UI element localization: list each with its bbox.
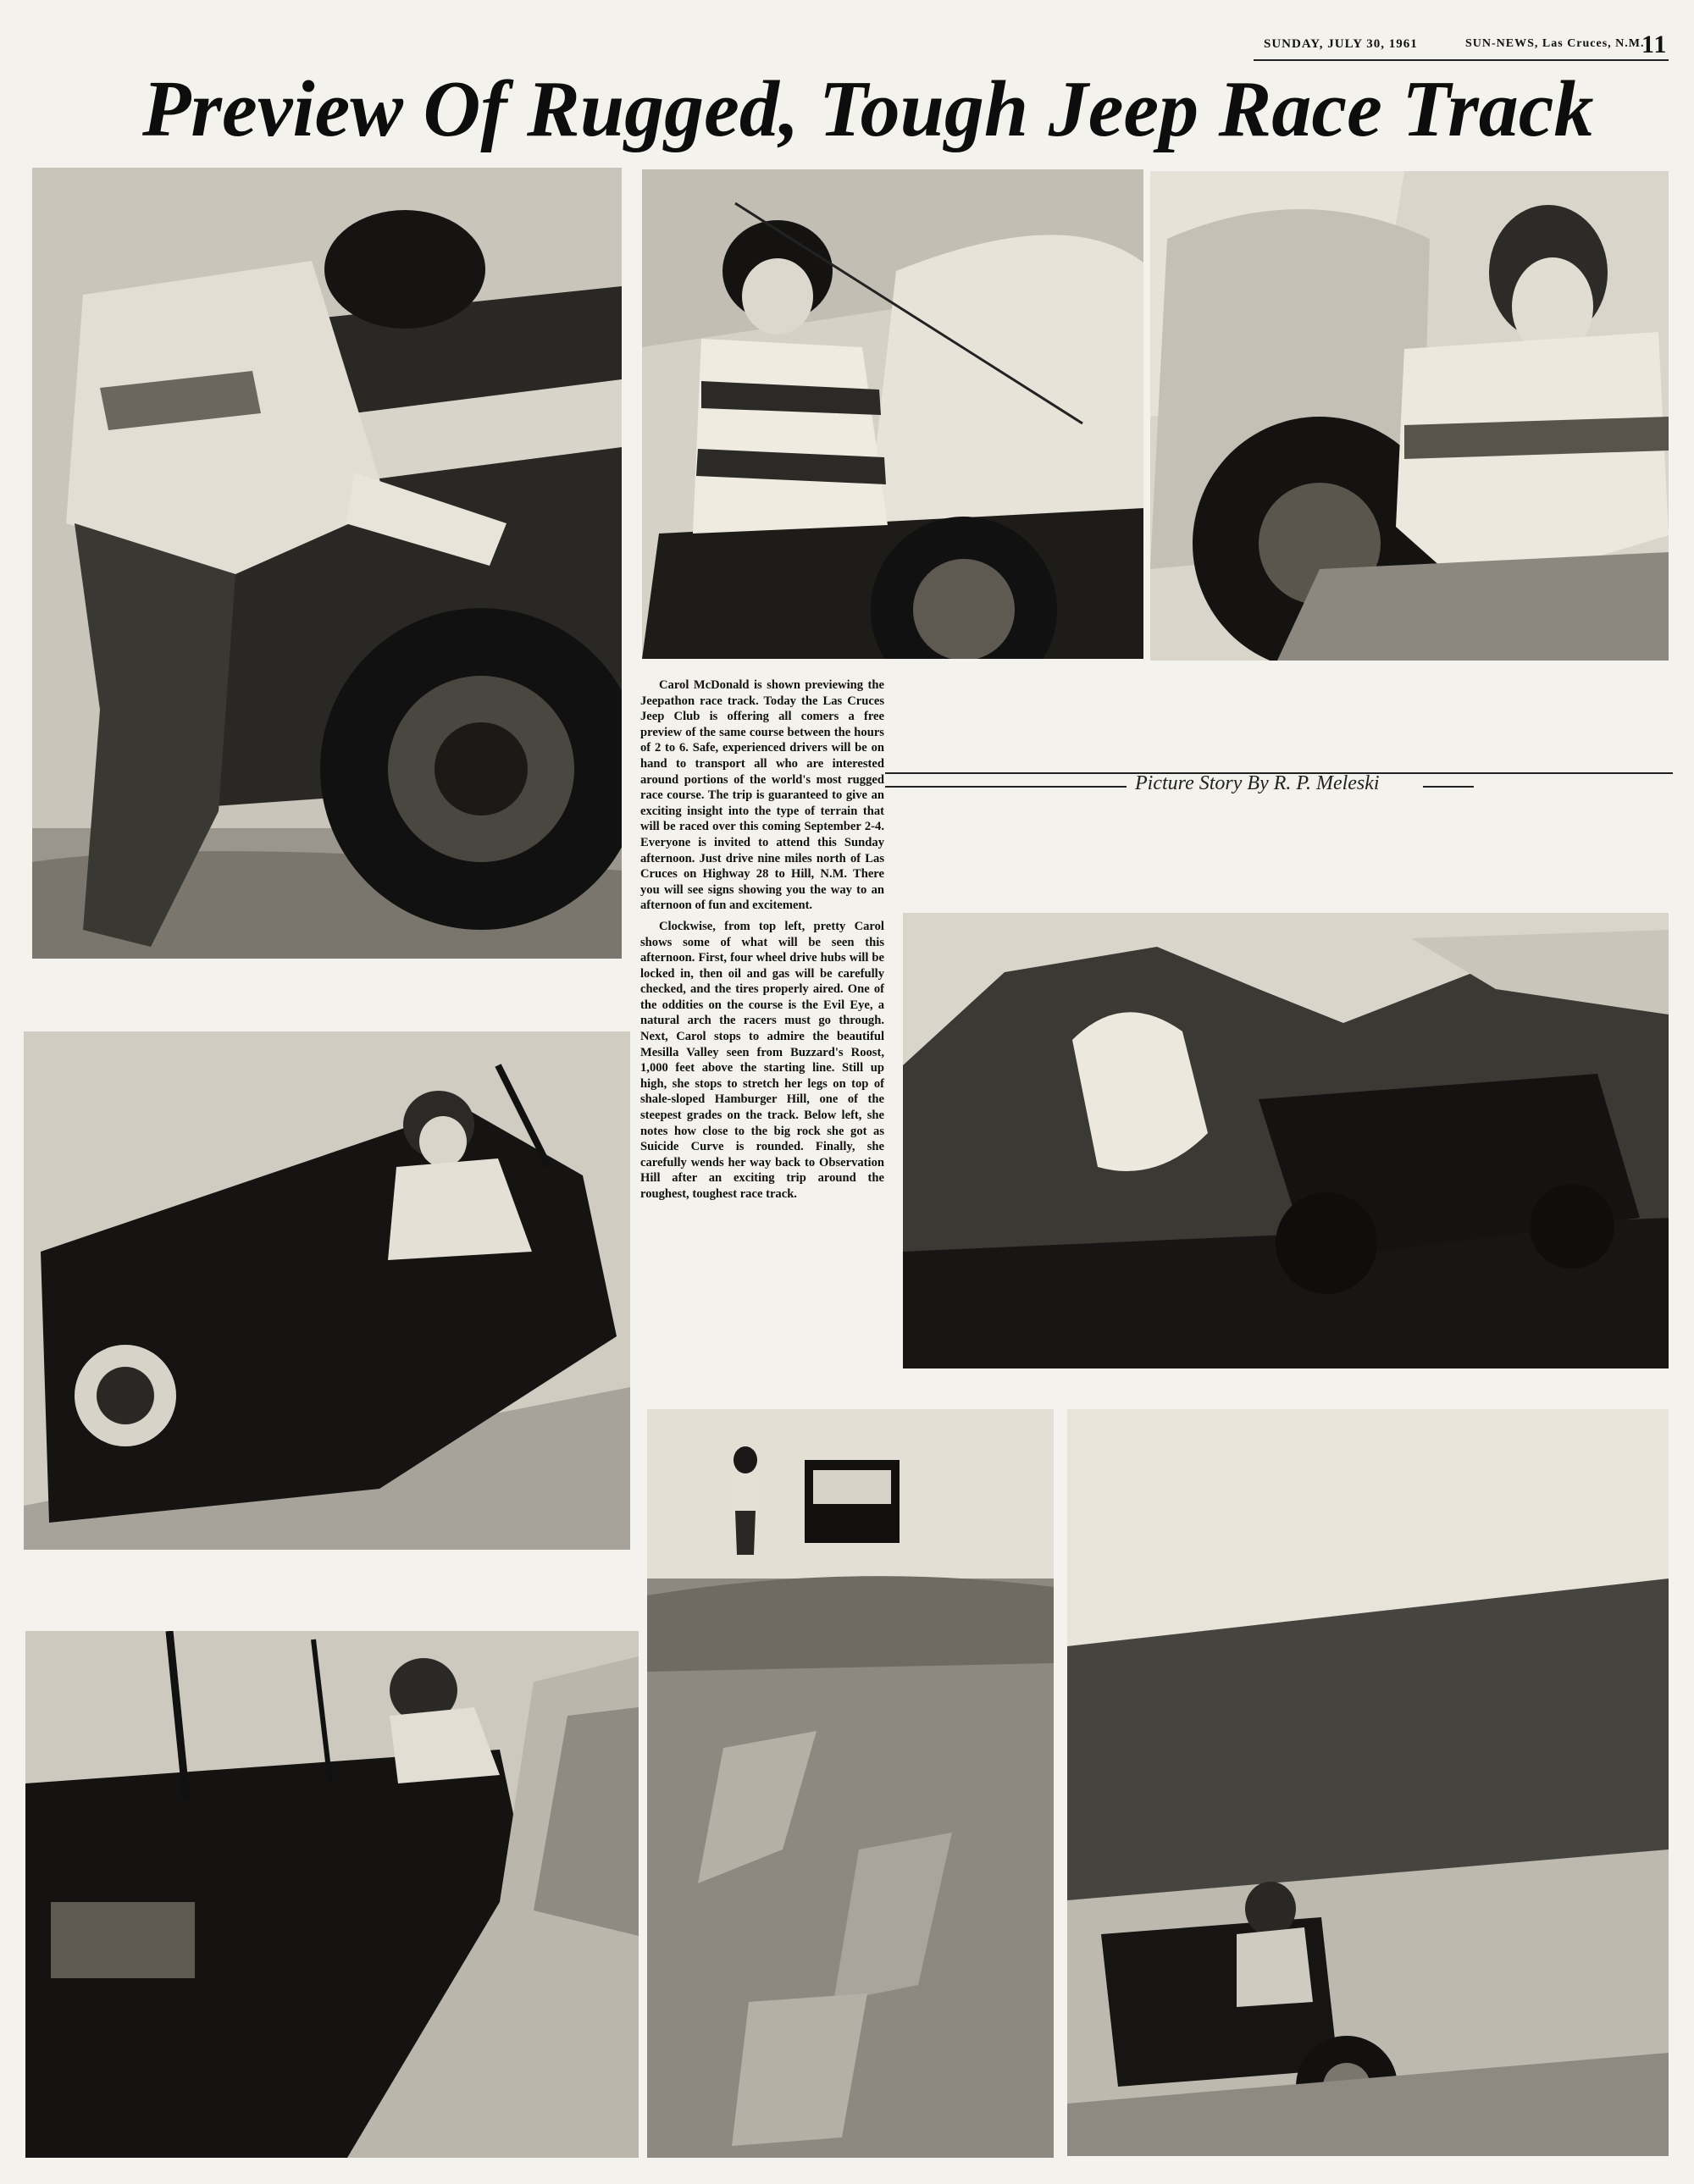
credit-rule-left [885, 786, 1127, 788]
masthead-paper-name: SUN-NEWS, Las Cruces, N.M. [1465, 37, 1645, 50]
photo-hub-check [32, 168, 622, 959]
caption-paragraph-clockwise: Clockwise, from top left, pretty Carol shows some of what will be seen this afternoon. First, four wheel drive hubs will be locked in, then oil and gas will be carefully checked, and the tires properly aired. One of the oddities on the course is the Evil Eye, a natural arch the racers must go through. Next, Carol stops to admire the beautiful Mesilla Valley seen from Buzzard's Roost, 1,000 feet above the starting line. Still up high, she stops to stretch her legs on top of shale-sloped Hamburger Hill, one of the steepest grades on the track. Below left, she notes how close to the big rock she got as Suicide Curve is rounded. Finally, she carefully wends her way back to Observation Hill after an exciting trip around the roughest, toughest race track. [640, 919, 884, 1201]
credit-rule-right [1423, 786, 1474, 788]
page-number: 11 [1641, 30, 1668, 58]
photo-buzzards-roost [24, 1031, 630, 1550]
headline: Preview Of Rugged, Tough Jeep Race Track [142, 65, 1594, 153]
photo-hamburger-hill [647, 1409, 1054, 2158]
caption-paragraph-intro: Carol McDonald is shown previewing the Jeepathon race track. Today the Las Cruces Jeep Club is offering all comers a free preview of the same course between the hours of 2 to 6. Safe, experienced drivers will be on hand to transport all who are interested around portions of the world's most rugged race course. The trip is guaranteed to give an exciting insight into the type of terrain that will be raced over this coming September 2-4. Everyone is invited to attend this Sunday afternoon. Just drive nine miles north of Las Cruces on Highway 28 to Hill, N.M. There you will see signs showing you the way to an afternoon of fun and excitement. [640, 678, 884, 913]
picture-credit: Picture Story By R. P. Meleski [1135, 772, 1380, 794]
caption [640, 677, 884, 1208]
masthead-date: SUNDAY, JULY 30, 1961 [1264, 37, 1418, 51]
photo-evil-eye-arch [903, 913, 1669, 1368]
photo-tire-check [1150, 171, 1669, 661]
photo-suicide-curve [25, 1631, 639, 2158]
photo-oil-check [642, 169, 1143, 659]
masthead-rule [1254, 59, 1669, 61]
photo-observation-hill [1067, 1409, 1669, 2156]
